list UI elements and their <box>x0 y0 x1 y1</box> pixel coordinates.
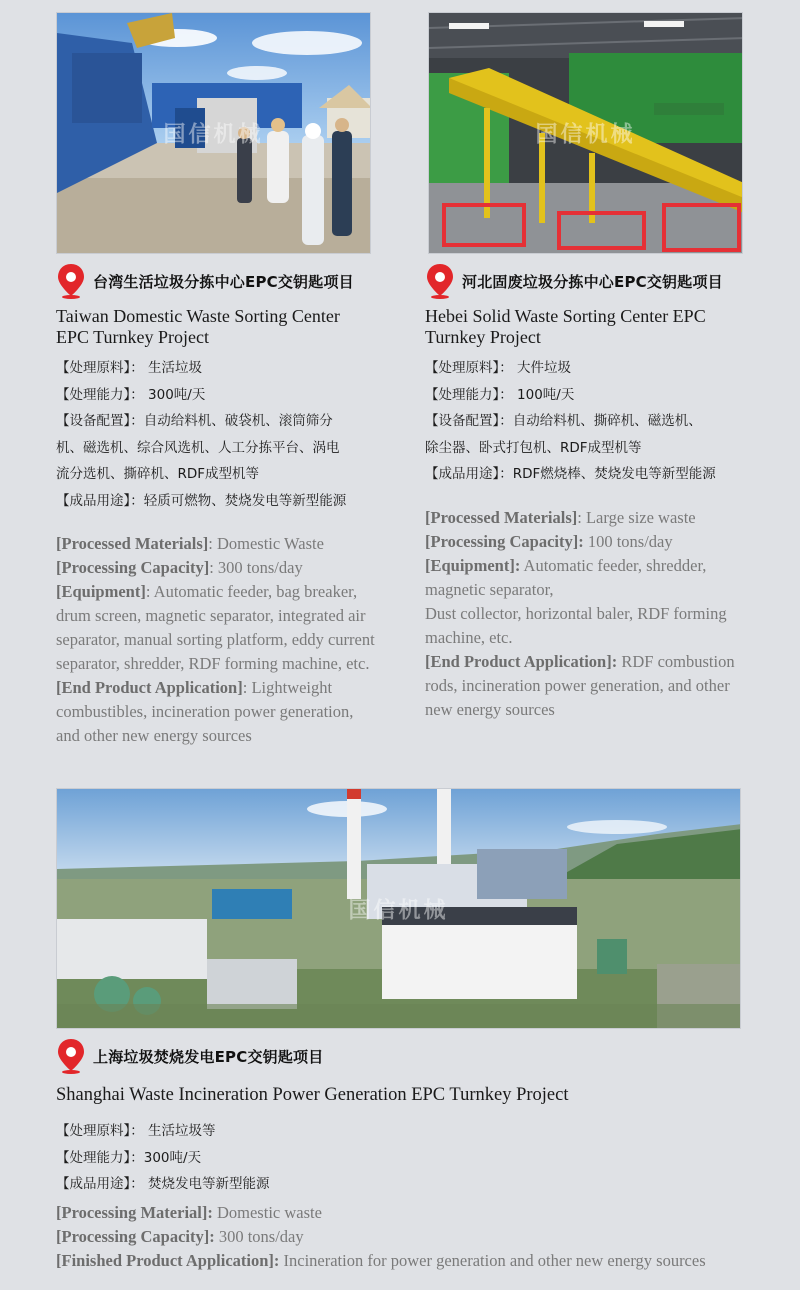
detail-text: Automatic feeder, shredder, magnetic separator, <box>425 555 707 599</box>
project-title-row <box>425 262 760 300</box>
project-card-shanghai <box>56 788 776 1273</box>
detail-label: [Finished Product Application]: <box>56 1250 280 1270</box>
project-title-en: Taiwan Domestic Waste Sorting Center EPC Turnkey Project <box>56 306 340 347</box>
project-title-en: Hebei Solid Waste Sorting Center EPC Turnkey Project <box>425 306 706 347</box>
project-card-hebei <box>425 12 760 722</box>
project-title-cn: 上海垃圾焚烧发电EPC交钥匙项目 <box>93 1047 324 1066</box>
detail-label: [Processing Material]: <box>56 1202 213 1222</box>
detail-line-cn: 【成品用途】：RDF燃烧棒、焚烧发电等新型能源 <box>425 466 716 482</box>
detail-line-cn: 【处理能力】：300吨/天 <box>56 1149 202 1166</box>
detail-line-cn: 【设备配置】：自动给料机、撕碎机、磁选机、 <box>425 413 702 429</box>
detail-item-en <box>56 532 376 556</box>
detail-item-en <box>425 554 760 602</box>
detail-text: : Automatic feeder, bag breaker, drum screen, magnetic separator, integrated air separator, manual sorting platform, eddy current separator, shredder, RDF forming machine, etc. <box>56 582 375 673</box>
project-details-cn <box>56 355 376 514</box>
project-photo-taiwan <box>56 12 371 254</box>
detail-line-cn: 【处理原料】： 生活垃圾等 <box>56 1123 216 1139</box>
project-title-cn: 台湾生活垃圾分拣中心EPC交钥匙项目 <box>93 272 354 291</box>
detail-label: [Processed Materials] <box>56 534 209 553</box>
detail-item-en <box>56 1201 776 1225</box>
project-title-row <box>56 1037 776 1075</box>
project-card-taiwan <box>56 12 376 748</box>
project-details-en <box>56 1201 776 1273</box>
project-photo-hebei <box>428 12 743 254</box>
project-title-en: Shanghai Waste Incineration Power Generation EPC Turnkey Project <box>56 1085 569 1105</box>
detail-line-cn: 【设备配置】：自动给料机、破袋机、滚筒筛分 <box>56 413 333 429</box>
detail-text: 100 tons/day <box>583 531 673 551</box>
detail-line-cn: 除尘器、卧式打包机、RDF成型机等 <box>425 439 642 456</box>
detail-item-en <box>56 1249 776 1273</box>
watermark-logo: 国信机械 <box>535 122 636 148</box>
detail-label: [Equipment] <box>56 582 146 601</box>
detail-label: [Processing Capacity]: <box>425 531 584 551</box>
detail-line-cn: 【处理能力】： 100吨/天 <box>425 386 575 403</box>
project-details-en <box>425 506 760 722</box>
detail-label: [Processing Capacity]: <box>56 1226 215 1246</box>
detail-text: Dust collector, horizontal baler, RDF forming machine, etc. <box>425 603 727 647</box>
detail-text: 300 tons/day <box>214 1226 304 1246</box>
detail-item-en <box>56 580 376 676</box>
project-title-cn: 河北固废垃圾分拣中心EPC交钥匙项目 <box>462 272 723 291</box>
detail-line-cn: 【成品用途】： 焚烧发电等新型能源 <box>56 1176 270 1192</box>
detail-line-cn: 机、磁选机、综合风选机、人工分拣平台、涡电 <box>56 439 340 456</box>
detail-item-en <box>425 506 760 530</box>
project-photo-shanghai <box>56 788 741 1029</box>
detail-item-en <box>56 1225 776 1249</box>
project-details-cn <box>425 355 760 488</box>
detail-label: [Equipment]: <box>425 555 521 575</box>
detail-line-cn: 流分选机、撕碎机、RDF成型机等 <box>56 466 260 482</box>
detail-text: Domestic waste <box>212 1202 322 1222</box>
location-pin-icon <box>56 263 86 299</box>
project-title-row <box>56 262 376 300</box>
project-details-en <box>56 532 376 748</box>
detail-item-en <box>56 556 376 580</box>
detail-text: : 300 tons/day <box>209 558 303 577</box>
detail-label: [Processed Materials] <box>425 507 578 527</box>
detail-text: Incineration for power generation and other new energy sources <box>279 1250 706 1270</box>
detail-text: : Large size waste <box>577 507 696 527</box>
detail-label: [Processing Capacity] <box>56 558 210 577</box>
detail-item-en <box>425 602 760 650</box>
detail-item-en <box>425 530 760 554</box>
location-pin-icon <box>56 1038 86 1074</box>
project-details-cn <box>56 1118 776 1198</box>
detail-item-en <box>56 676 376 748</box>
detail-line-cn: 【处理能力】： 300吨/天 <box>56 386 206 403</box>
detail-line-cn: 【处理原料】： 生活垃圾 <box>56 360 203 376</box>
watermark-logo: 国信机械 <box>163 122 264 148</box>
detail-line-cn: 【成品用途】：轻质可燃物、焚烧发电等新型能源 <box>56 492 347 509</box>
detail-line-cn: 【处理原料】： 大件垃圾 <box>425 360 572 376</box>
detail-label: [End Product Application]: <box>425 651 618 671</box>
detail-text: : Lightweight combustibles, incineration power generation, and other new energy sources <box>56 678 354 745</box>
detail-text: RDF combustion rods, incineration power generation, and other new energy sources <box>425 651 735 719</box>
detail-item-en <box>425 650 760 722</box>
detail-label: [End Product Application] <box>56 678 243 697</box>
detail-text: : Domestic Waste <box>208 534 324 553</box>
location-pin-icon <box>425 263 455 299</box>
watermark-logo: 国信机械 <box>348 898 449 923</box>
